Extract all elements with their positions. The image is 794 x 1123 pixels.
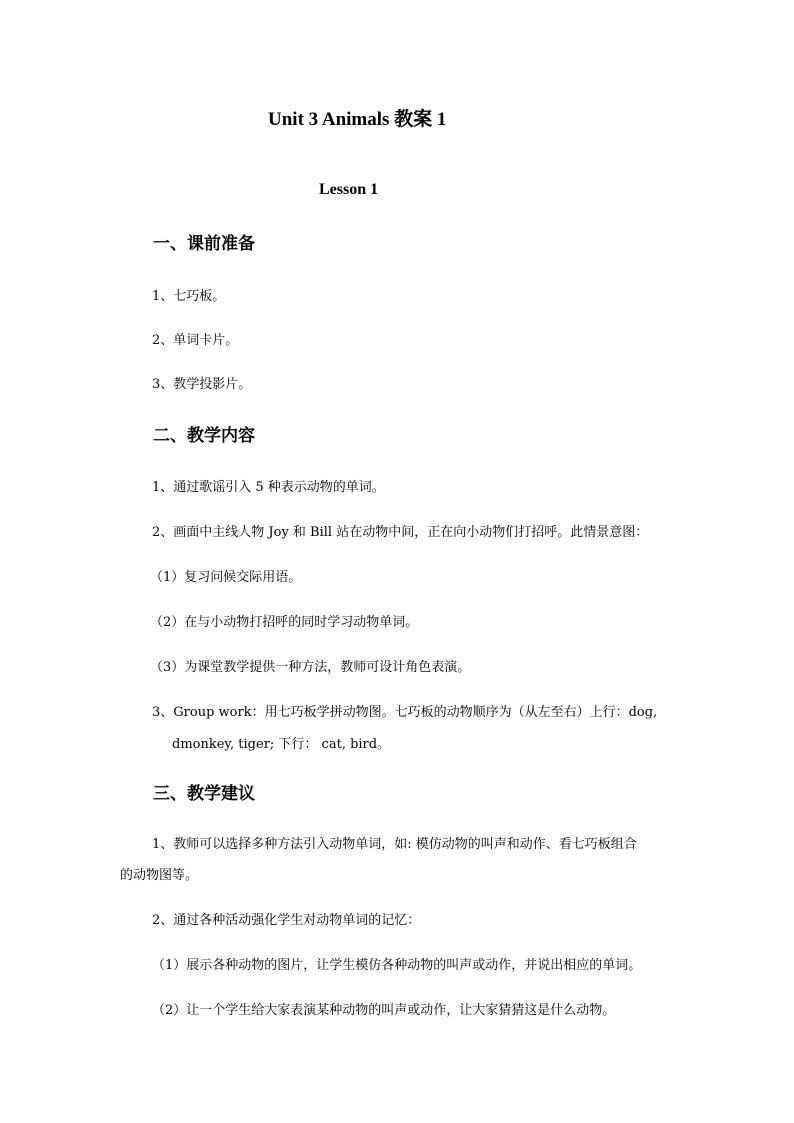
list-item: （1）复习问候交际用语。	[150, 570, 302, 585]
list-item: 的动物图等。	[120, 868, 199, 883]
list-item: dmonkey, tiger; 下行： cat, bird。	[172, 737, 391, 752]
section-heading-suggestions: 三、教学建议	[153, 784, 255, 804]
list-item: 1、教师可以选择多种方法引入动物单词，如: 模仿动物的叫声和动作、看七巧板组合	[152, 837, 637, 852]
section-heading-content: 二、教学内容	[153, 426, 255, 446]
list-item: （2）在与小动物打招呼的同时学习动物单词。	[150, 615, 419, 630]
list-item: （3）为课堂教学提供一种方法，教师可设计角色表演。	[150, 660, 471, 675]
list-item: 1、通过歌谣引入 5 种表示动物的单词。	[152, 480, 385, 495]
lesson-subtitle: Lesson 1	[319, 181, 379, 198]
list-item: 2、画面中主线人物 Joy 和 Bill 站在动物中间，正在向小动物们打招呼。此情景意图：	[152, 525, 649, 540]
list-item: 1、七巧板。	[152, 289, 226, 304]
document-title: Unit 3 Animals 教案 1	[268, 109, 447, 130]
section-heading-preparation: 一、课前准备	[153, 234, 255, 254]
list-item: 2、单词卡片。	[152, 333, 239, 348]
list-item: 3、Group work：用七巧板学拼动物图。七巧板的动物顺序为（从左至右）上行：dog,	[152, 705, 658, 720]
list-item: 2、通过各种活动强化学生对动物单词的记忆：	[152, 913, 421, 928]
list-item: 3、教学投影片。	[152, 377, 252, 392]
list-item: （1）展示各种动物的图片，让学生模仿各种动物的叫声或动作，并说出相应的单词。	[152, 958, 642, 973]
list-item: （2）让一个学生给大家表演某种动物的叫声或动作，让大家猜猜这是什么动物。	[152, 1003, 616, 1018]
